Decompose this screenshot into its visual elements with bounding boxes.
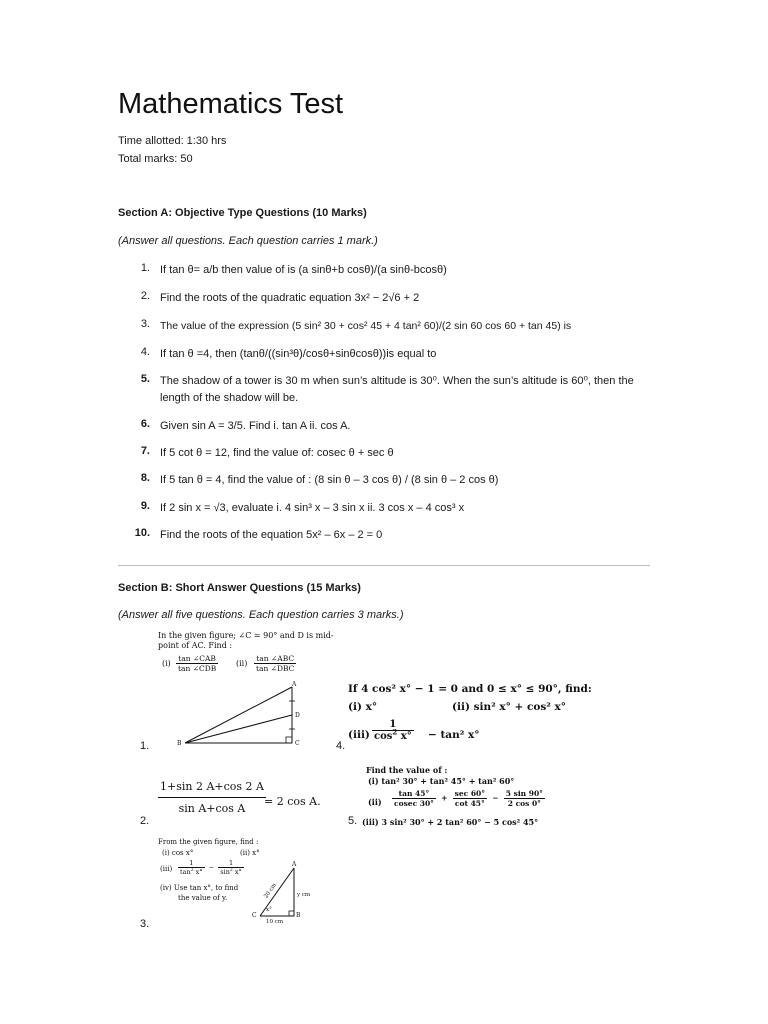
fraction-denominator: tan ∠CDB [178,664,217,673]
point-a-label: A [292,861,297,868]
figure-5-part-i: (i) tan² 30° + tan² 45° + tan² 60° [368,776,515,786]
question-text: If tan θ =4, then (tanθ/((sin³θ)/cosθ+sinθcosθ))is equal to [160,348,437,360]
figure-3-part-iv-cont: the value of y. [178,894,228,902]
figure-4-line-1: If 4 cos² x° − 1 = 0 and 0 ≤ x° ≤ 90°, find: [348,683,592,695]
figure-3-fraction-terms: $\frac{1}{\tan^2 x^\circ}$ − $\frac{1}{\sin^2 x^\circ}$ [180,859,242,876]
fraction-numerator: tan ∠CAB [176,654,218,664]
fraction-denominator: tan ∠DBC [256,664,295,673]
section-a-instructions: (Answer all questions. Each question carries 1 mark.) [118,235,378,247]
figure-4-part-iii-rest: − tan² x° [428,729,480,741]
point-b-label: B [177,740,182,747]
question-number: 6. [140,418,150,430]
angle-label: x° [266,907,272,913]
figure-4-equation [348,683,592,753]
question-text: Find the roots of the quadratic equation 3x² − 2√6 + 2 [160,292,420,304]
section-b-heading: Section B: Short Answer Questions (15 Marks) [118,582,361,594]
section-b-label-1: 1. [140,740,150,752]
figure-1-part-ii: (ii) [236,659,248,668]
question-text: If tan θ= a/b then value of is (a sinθ+b cosθ)/(a sinθ-bcosθ) [160,264,447,276]
question-number: 3. [140,318,150,330]
identity-rhs: = 2 cos A. [264,795,321,808]
section-b-label-2: 2. [140,815,150,827]
question-number: 4. [140,346,150,358]
figure-1-right-triangle [158,631,333,751]
figure-5-line-1: Find the value of : [366,765,448,775]
figure-5-part-iii: (iii) 3 sin² 30° + 2 tan² 60° − 5 cos² 45° [362,817,539,827]
identity-denominator: sin A+cos A [178,802,246,815]
figure-1-part-i: (i) [162,659,171,668]
question-number: 8. [140,472,150,484]
question-number: 1. [140,262,150,274]
section-b-label-3: 3. [140,918,150,930]
question-text: Given sin A = 3/5. Find i. tan A ii. cos A. [160,420,351,432]
question-number: 10. [134,527,150,539]
figure-3-part-iv: (iv) Use tan x°, to find [160,884,239,892]
question-number: 5. [140,373,150,385]
figure-1-triangle-diagram [158,631,333,751]
section-divider [118,565,650,566]
figure-3-part-i: (i) cos x° [162,849,194,857]
figure-2-identity [158,780,321,830]
figure-1-line-2: point of AC. Find : [158,641,233,650]
figure-4-part-i: (i) x° [348,701,378,713]
question-number: 7. [140,445,150,457]
question-text: If 5 tan θ = 4, find the value of : (8 sin θ – 3 cos θ) / (8 sin θ – 2 cos θ) [160,474,499,486]
question-number: 9. [140,500,150,512]
figure-4-part-ii: (ii) sin² x° + cos² x° [452,701,567,713]
total-marks: Total marks: 50 [118,153,193,165]
section-a-heading: Section A: Objective Type Questions (10 Marks) [118,207,367,219]
figure-1-line-1: In the given figure; ∠C = 90° and D is mid- [158,631,334,640]
question-number: 2. [140,290,150,302]
fraction-numerator: tan ∠ABC [254,654,296,664]
figure-4-fraction: $\frac{1}{\cos^2 x^\circ}$ [374,719,412,742]
figure-4-part-iii: (iii) [348,729,370,741]
hypotenuse-label: 20 cm [263,882,278,900]
point-c-label: C [252,912,257,919]
point-b-label: B [296,912,301,919]
figure-3-line-1: From the given figure, find : [158,838,259,846]
base-label: 10 cm [266,919,284,925]
figure-5-evaluate [362,765,592,829]
point-c-label: C [295,740,300,747]
figure-3-part-ii: (ii) x° [240,849,260,857]
point-a-label: A [292,681,297,688]
section-b-label-5: 5. [348,815,358,827]
question-text: If 2 sin x = √3, evaluate i. 4 sin³ x – 3 sin x ii. 3 cos x – 4 cos³ x [160,502,465,514]
page-title: Mathematics Test [118,88,344,120]
figure-5-part-ii: (ii) [368,797,382,807]
time-allotted: Time allotted: 1:30 hrs [118,135,227,147]
section-b-label-4: 4. [336,740,346,752]
figure-5-fraction-terms: $\frac{\tan 45^\circ}{cosec 30^\circ}$ + $\frac{\sec 60^\circ}{\cot 45^\circ}$ − $\frac{5 \sin 90^\circ}{2 \cos 0^\circ}$ [394,789,543,808]
figure-3-triangle-diagram [158,838,328,930]
figure-3-part-iii: (iii) [160,865,173,873]
point-d-label: D [295,712,300,719]
section-b-instructions: (Answer all five questions. Each question carries 3 marks.) [118,609,404,621]
figure-3-triangle [158,838,328,930]
question-text: If 5 cot θ = 12, find the value of: cosec θ + sec θ [160,447,394,459]
question-text: The shadow of a tower is 30 m when sun’s altitude is 30⁰. When the sun’s altitude is 60⁰, then the length of the shadow will be. [160,375,634,404]
question-text: The value of the expression (5 sin² 30 + cos² 45 + 4 tan² 60)/(2 sin 60 cos 60 + tan 45) is [160,320,572,332]
side-label: y cm [297,892,311,898]
question-text: Find the roots of the equation 5x² – 6x – 2 = 0 [160,529,383,541]
identity-numerator: 1+sin 2 A+cos 2 A [158,780,266,798]
